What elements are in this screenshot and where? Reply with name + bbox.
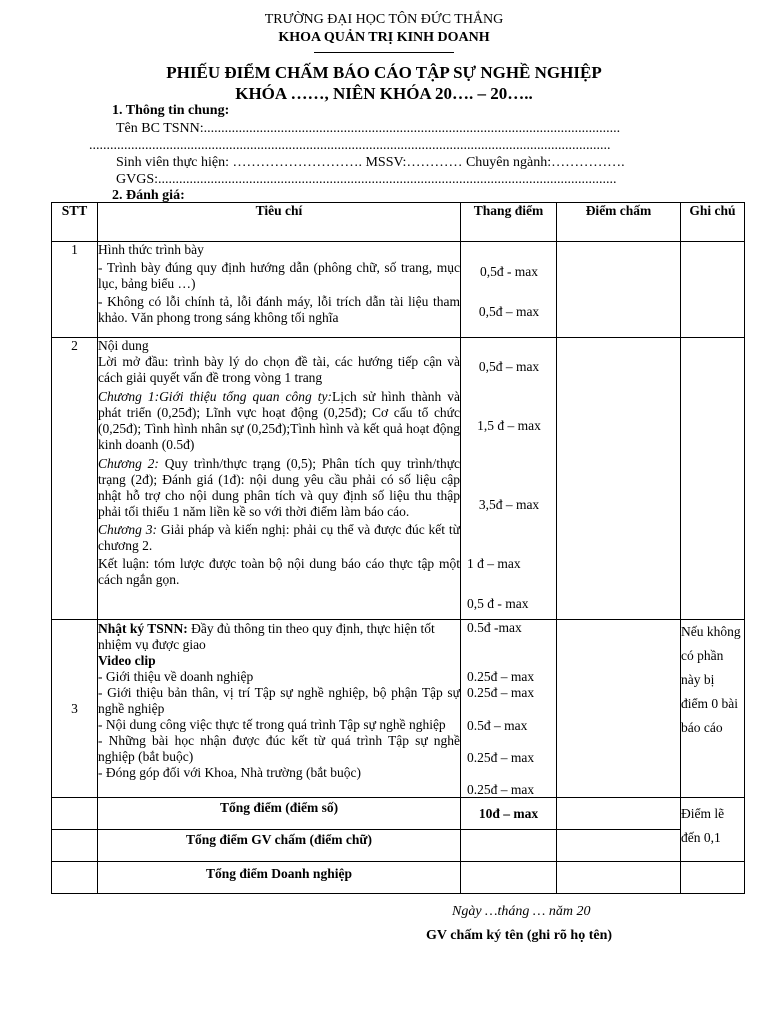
form-subtitle: KHÓA ……, NIÊN KHÓA 20…. – 20….. [235,84,533,103]
scale-value: 0.5đ – max [467,718,528,733]
chapter1-label: Chương 1:Giới thiệu tổng quan công ty: [98,389,332,404]
score-input-cell[interactable] [557,242,681,338]
table-row [52,798,745,830]
report-name-field: Tên BC TSNN:....................................................................................................................... [116,121,621,136]
diary-label: Nhật ký TSNN: [98,621,188,636]
criteria-item: - Giới thiệu về doanh nghiệp [98,669,254,684]
criteria-item: - Không có lỗi chính tả, lỗi đánh máy, lỗi trích dẫn tài liệu tham khảo. Văn phong trong sáng không tối nghĩa [98,294,460,325]
section-evaluation-heading: 2. Đánh giá: [112,188,185,203]
date-line: Ngày …tháng … năm 20 [452,904,591,919]
criteria-cell [98,620,461,798]
empty-cell [52,798,98,830]
video-clip-label: Video clip [98,653,156,668]
criteria-item: - Giới thiệu bản thân, vị trí Tập sự nghề nghiệp, bộ phận Tập sự nghề nghiệp [98,685,460,716]
scale-value: 0.5đ -max [467,620,522,635]
scale-value: 0,5đ - max [479,264,539,279]
scale-value: 0.25đ – max [467,685,535,700]
table-row [52,242,745,338]
row-stt-cell [52,620,98,798]
criteria-cell [98,242,461,338]
note-cell [681,338,745,620]
scale-value: 0.25đ – max [467,750,535,765]
criteria-item: - Nội dung công việc thực tế trong quá trình Tập sự nghề nghiệp [98,717,446,732]
criteria-title: Nội dung [98,338,149,353]
score-input-cell[interactable] [557,338,681,620]
criteria-item [98,456,460,520]
row-stt: 2 [52,338,98,620]
criteria-item [98,522,460,554]
criteria-cell [98,338,461,620]
total-words-score-cell[interactable] [557,830,681,862]
scale-value: 1 đ – max [467,556,521,571]
student-info-field: Sinh viên thực hiện: ………………………. MSSV:………… Chuyên ngành:……………. [116,155,625,170]
university-name: TRƯỜNG ĐẠI HỌC TÔN ĐỨC THẮNG [264,12,504,27]
criteria-item [98,621,460,653]
header-scale: Thang điểm [461,203,557,242]
signature-label: GV chấm ký tên (ghi rõ họ tên) [426,928,613,943]
chapter3-label: Chương 3: [98,522,157,537]
header-score: Điểm chấm [557,203,681,242]
table-row [52,620,745,798]
chapter2-label: Chương 2: [98,456,159,471]
scale-cell [461,338,557,620]
scale-value: 1,5 đ – max [477,418,541,433]
note-cell: Nếu không có phần này bị điểm 0 bài báo cáo [681,620,745,798]
table-header-row [52,203,745,242]
chapter2-text: Quy trình/thực trạng (0,5); Phân tích quy trình/thực trạng (2đ); Đánh giá (1đ): nội dung yêu cầu phải có số liệu cập nhật hỗ trợ cho nội dung phân tích và quy định số liệu thu thập phải tối thiểu 1 năm liền kề so với thời điểm làm báo cáo. [98,456,460,519]
criteria-item [98,389,460,453]
criteria-item: Lời mở đầu: trình bày lý do chọn đề tài, các hướng tiếp cận và cách giải quyết vấn đề trong vòng 1 trang [98,354,460,385]
header-divider [314,52,454,53]
scale-cell [461,242,557,338]
empty-cell [461,830,557,862]
chapter3-text: Giải pháp và kiến nghị: phải cụ thể và được đúc kết từ chương 2. [98,522,460,553]
table-row [52,338,745,620]
advisor-field: GVGS:................................................................................................................................... [116,172,617,187]
scale-value: 0.25đ – max [467,669,535,684]
criteria-item: Kết luận: tóm lược được toàn bộ nội dung báo cáo thực tập một cách ngắn gọn. [98,556,460,587]
criteria-item: - Đóng góp đối với Khoa, Nhà trường (bắt buộc) [98,765,362,780]
evaluation-table [51,202,745,894]
criteria-title: Hình thức trình bày [98,242,204,257]
total-numeric-scale: 10đ – max [461,798,557,830]
diary-text: Đầy đủ thông tin theo quy định, thực hiện tốt nhiệm vụ được giao [98,621,435,652]
table-row [52,862,745,894]
empty-cell [681,862,745,894]
scale-value: 0,5đ – max [478,304,540,319]
total-company-score-cell[interactable] [557,862,681,894]
total-numeric-score-cell[interactable] [557,798,681,830]
row-stt: 1 [52,242,98,338]
rounding-note: Điểm lẽ đến 0,1 [681,798,745,862]
row-stt: 3 [71,700,78,716]
total-numeric-label: Tổng điểm (điểm số) [98,798,461,830]
scale-value: 0,5đ – max [478,359,540,374]
empty-cell [461,862,557,894]
total-words-label: Tổng điểm GV chấm (điểm chữ) [98,830,461,862]
chapter1-text: Lịch sử hình thành và phát triển (0,25đ); Lĩnh vực hoạt động (0,25đ); Cơ cấu tổ chức (0,25đ); Tình hình nhân sự (0,25đ);Tình hình và kết quả hoạt động kinh doanh (0.5đ) [98,389,461,452]
note-cell [681,242,745,338]
scale-value: 0.25đ – max [467,782,535,797]
scale-value: 3,5đ – max [478,497,540,512]
scale-cell [461,620,557,798]
score-input-cell[interactable] [557,620,681,798]
header-note: Ghi chú [681,203,745,242]
criteria-item: - Những bài học nhận được đúc kết từ quá trình Tập sự nghề nghiệp (bắt buộc) [98,733,460,764]
form-title: PHIẾU ĐIỂM CHẤM BÁO CÁO TẬP SỰ NGHỀ NGHIỆP [166,63,602,82]
total-company-label: Tổng điểm Doanh nghiệp [98,862,461,894]
header-stt: STT [52,203,98,242]
scale-value: 0,5 đ - max [467,596,529,611]
criteria-item: - Trình bày đúng quy định hướng dẫn (phông chữ, số trang, mục lục, bảng biểu …) [98,260,460,291]
empty-cell [52,830,98,862]
header-criteria: Tiêu chí [98,203,461,242]
faculty-name: KHOA QUẢN TRỊ KINH DOANH [278,30,490,45]
table-row [52,830,745,862]
empty-cell [52,862,98,894]
section-general-info-heading: 1. Thông tin chung: [112,103,230,118]
report-name-continuation: ..................................................................................................................................................... [89,138,611,153]
